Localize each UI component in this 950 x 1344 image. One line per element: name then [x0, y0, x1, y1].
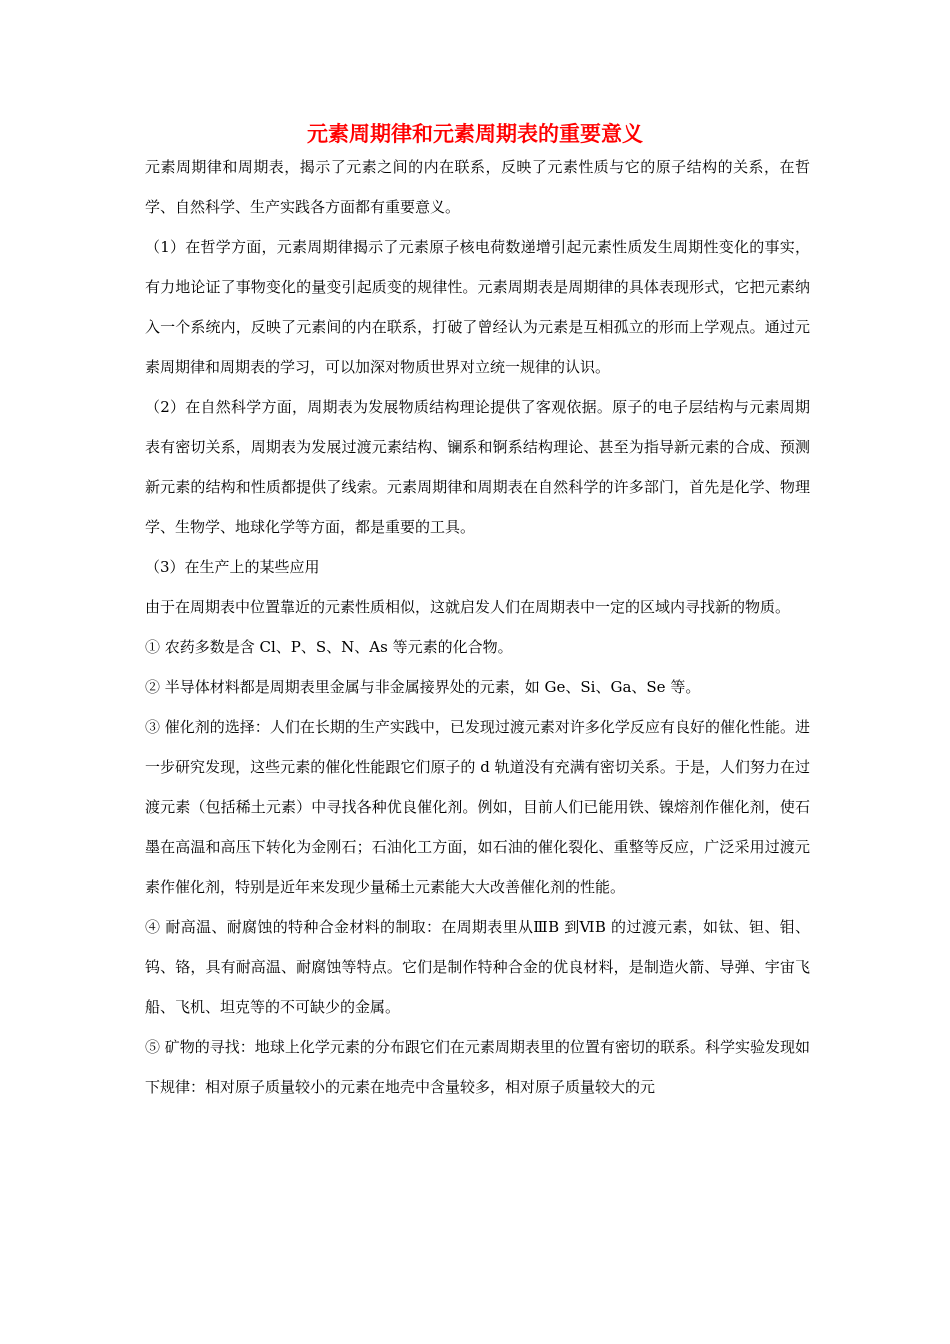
paragraph-natural-science: （2）在自然科学方面，周期表为发展物质结构理论提供了客观依据。原子的电子层结构与元素周期表有密切关系，周期表为发展过渡元素结构、镧系和锕系结构理论、甚至为指导新元素的合成、预测新元素的结构和性质都提供了线索。元素周期律和周期表在自然科学的许多部门，首先是化学、物理学、生物学、地球化学等方面，都是重要的工具。 — [145, 398, 810, 536]
list-item-semiconductors: ② 半导体材料都是周期表里金属与非金属接界处的元素，如 Ge、Si、Ga、Se 等。 — [145, 678, 701, 696]
document-body — [145, 147, 810, 1107]
document-title: 元素周期律和元素周期表的重要意义 — [307, 121, 643, 146]
paragraph-intro: 元素周期律和周期表，揭示了元素之间的内在联系，反映了元素性质与它的原子结构的关系，在哲学、自然科学、生产实践各方面都有重要意义。 — [145, 158, 810, 216]
list-item-pesticides: ① 农药多数是含 Cl、P、S、N、As 等元素的化合物。 — [145, 638, 513, 656]
paragraph-philosophy: （1）在哲学方面，元素周期律揭示了元素原子核电荷数递增引起元素性质发生周期性变化的事实，有力地论证了事物变化的量变引起质变的规律性。元素周期表是周期律的具体表现形式，它把元素纳入一个系统内，反映了元素间的内在联系，打破了曾经认为元素是互相孤立的形而上学观点。通过元素周期律和周期表的学习，可以加深对物质世界对立统一规律的认识。 — [145, 238, 810, 376]
paragraph-production-intro: 由于在周期表中位置靠近的元素性质相似，这就启发人们在周期表中一定的区域内寻找新的物质。 — [145, 598, 791, 616]
list-item-alloys: ④ 耐高温、耐腐蚀的特种合金材料的制取：在周期表里从ⅢB 到ⅥB 的过渡元素，如钛、钽、钼、钨、铬，具有耐高温、耐腐蚀等特点。它们是制作特种合金的优良材料，是制造火箭、导弹、宇宙飞船、飞机、坦克等的不可缺少的金属。 — [145, 918, 810, 1016]
paragraph-production-heading: （3）在生产上的某些应用 — [145, 558, 320, 576]
list-item-minerals: ⑤ 矿物的寻找：地球上化学元素的分布跟它们在元素周期表里的位置有密切的联系。科学实验发现如下规律：相对原子质量较小的元素在地壳中含量较多，相对原子质量较大的元 — [145, 1038, 810, 1096]
list-item-catalysts: ③ 催化剂的选择：人们在长期的生产实践中，已发现过渡元素对许多化学反应有良好的催化性能。进一步研究发现，这些元素的催化性能跟它们原子的 d 轨道没有充满有密切关系。于是，人们努力在过渡元素（包括稀土元素）中寻找各种优良催化剂。例如，目前人们已能用铁、镍熔剂作催化剂，使石墨在高温和高压下转化为金刚石；石油化工方面，如石油的催化裂化、重整等反应，广泛采用过渡元素作催化剂，特别是近年来发现少量稀土元素能大大改善催化剂的性能。 — [145, 718, 810, 896]
